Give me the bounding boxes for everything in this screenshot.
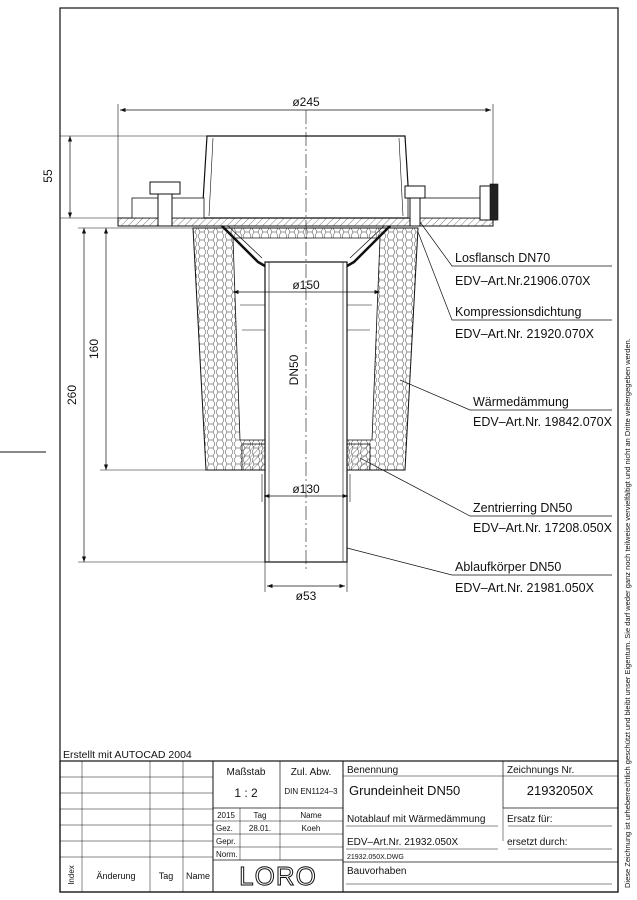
rev-tag: Tag bbox=[158, 871, 174, 881]
year: 2015 bbox=[217, 811, 235, 820]
title-block bbox=[60, 749, 618, 892]
zeichnungs-label: Zeichnungs Nr. bbox=[507, 765, 575, 776]
centering-ring-right bbox=[346, 444, 370, 470]
callout-kompression-name: Kompressionsdichtung bbox=[455, 305, 582, 319]
gepr-label: Gepr. bbox=[216, 837, 236, 846]
dim-dn50: DN50 bbox=[287, 354, 301, 386]
callout-zentrierring-art: EDV–Art.Nr. 17208.050X bbox=[473, 521, 612, 535]
callout-kompression-art: EDV–Art.Nr. 21920.070X bbox=[455, 327, 594, 341]
tolerance-value: DIN EN1124–3 bbox=[284, 787, 338, 796]
created-with: Erstellt mit AUTOCAD 2004 bbox=[63, 749, 192, 761]
edv-number: EDV–Art.Nr. 21932.050X bbox=[347, 837, 459, 848]
callout-daemmung-art: EDV–Art.Nr. 19842.070X bbox=[473, 415, 612, 429]
gez-name: Koeh bbox=[301, 824, 321, 833]
scale-value: 1 : 2 bbox=[234, 786, 258, 800]
dim-245: ø245 bbox=[292, 95, 320, 109]
rev-index: Index bbox=[67, 865, 76, 885]
dim-260: 260 bbox=[65, 384, 79, 406]
tolerance-label: Zul. Abw. bbox=[290, 767, 332, 778]
bauvorhaben-label: Bauvorhaben bbox=[347, 866, 407, 877]
gez-label: Gez. bbox=[216, 824, 233, 833]
callout-daemmung-name: Wärmedämmung bbox=[473, 395, 569, 409]
ersatz-label: Ersatz für: bbox=[507, 814, 553, 825]
bolt-left bbox=[150, 182, 180, 194]
dim-130: ø130 bbox=[292, 482, 320, 496]
rev-aenderung: Änderung bbox=[96, 871, 136, 881]
callout-ablauf-name: Ablaufkörper DN50 bbox=[455, 560, 562, 574]
tag-label: Tag bbox=[253, 811, 267, 820]
name-label: Name bbox=[300, 811, 322, 820]
centering-ring-left bbox=[242, 444, 266, 470]
callout-zentrierring-name: Zentrierring DN50 bbox=[473, 501, 573, 515]
dim-53: ø53 bbox=[295, 589, 317, 603]
zeichnungs-value: 21932050X bbox=[526, 783, 594, 798]
callout-losflansch-art: EDV–Art.Nr.21906.070X bbox=[455, 274, 591, 288]
dim-160: 160 bbox=[87, 338, 101, 360]
dim-150: ø150 bbox=[292, 278, 320, 292]
scale-label: Maßstab bbox=[226, 767, 266, 778]
norm-label: Norm. bbox=[216, 850, 238, 859]
dwg-file: 21932.050X.DWG bbox=[347, 854, 404, 861]
bolt-right bbox=[405, 186, 425, 198]
ersetzt-label: ersetzt durch: bbox=[507, 837, 568, 848]
dim-55: 55 bbox=[41, 169, 55, 183]
copyright-notice: Diese Zeichnung ist urheberrechtlich geschützt und bleibt unser Eigentum. Sie darf weder ganz noch teilweise vervielfältigt und nicht an Dritte weitergegeben werden. bbox=[623, 338, 632, 888]
callout-ablauf-art: EDV–Art.Nr. 21981.050X bbox=[455, 581, 594, 595]
description: Notablauf mit Wärmedämmung bbox=[347, 814, 486, 825]
loro-logo: LORO bbox=[239, 861, 317, 891]
benennung-label: Benennung bbox=[347, 765, 399, 776]
gez-date: 28.01. bbox=[248, 824, 272, 833]
rev-name: Name bbox=[185, 871, 211, 881]
loose-flange bbox=[118, 218, 493, 226]
benennung-value: Grundeinheit DN50 bbox=[349, 783, 461, 798]
callout-losflansch-name: Losflansch DN70 bbox=[455, 251, 551, 265]
